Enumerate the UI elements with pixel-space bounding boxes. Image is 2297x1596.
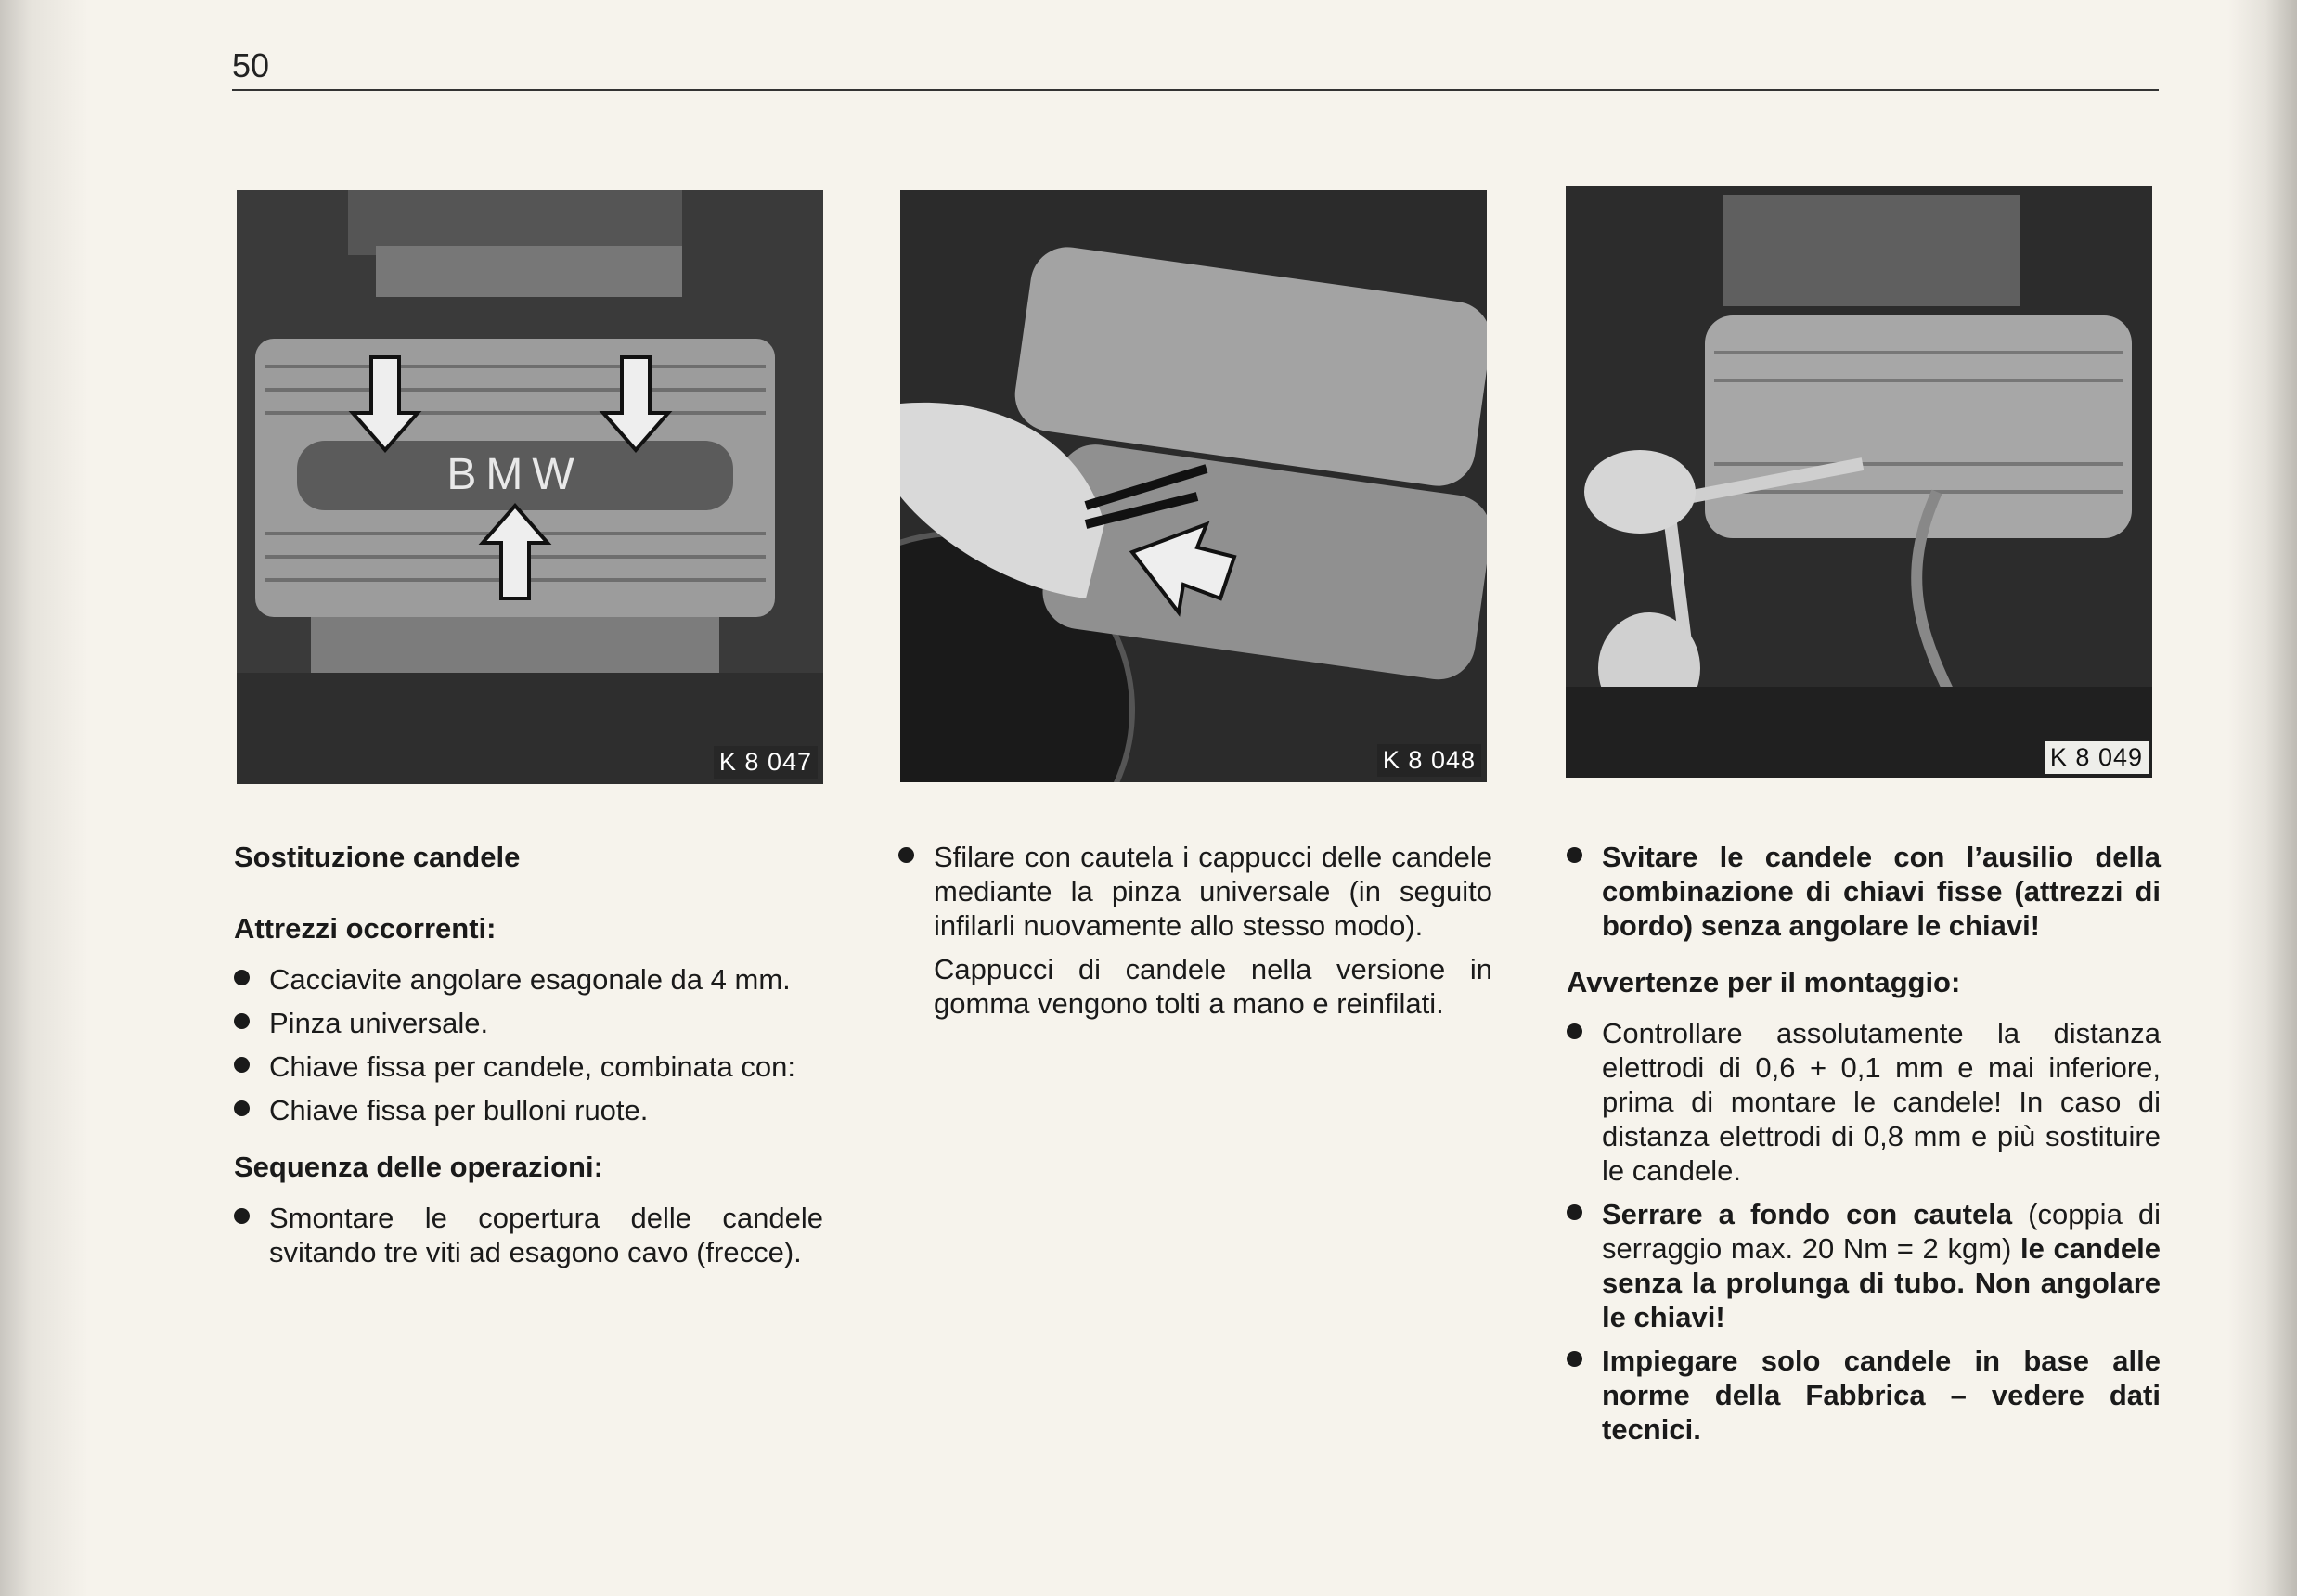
photo-engine-cover <box>237 190 823 784</box>
list-item: Controllare assolutamente la distanza elettrodi di 0,6 + 0,1 mm e mai inferiore, prima di montare le candele! In caso di distanza elettrodi di 0,8 mm e più sostituire le candele. <box>1567 1016 2161 1188</box>
bullet-icon <box>1567 1351 1582 1367</box>
photo-spark-plug-wrench <box>1566 186 2152 778</box>
list-item: Smontare le copertura delle candele svitando tre viti ad esagono cavo (frecce). <box>234 1201 823 1269</box>
list-item: Chiave fissa per candele, combinata con: <box>234 1049 823 1084</box>
section-title: Sostituzione candele <box>234 841 521 873</box>
photo-code: K 8 047 <box>714 746 818 779</box>
page-edge-left <box>0 0 88 1596</box>
column-left <box>234 840 823 1279</box>
wrench-illustration <box>1566 186 2152 778</box>
list-item: Pinza universale. <box>234 1006 823 1040</box>
bullet-icon <box>234 1100 250 1116</box>
tools-heading: Attrezzi occorrenti: <box>234 912 497 945</box>
bullet-icon <box>234 970 250 985</box>
bullet-icon <box>1567 847 1582 863</box>
page-edge-right <box>2227 0 2297 1596</box>
bullet-icon <box>234 1208 250 1224</box>
sequence-heading: Sequenza delle operazioni: <box>234 1151 603 1183</box>
bullet-icon <box>234 1013 250 1029</box>
bullet-icon <box>898 847 914 863</box>
photo-pliers-caps <box>900 190 1487 782</box>
bullet-icon <box>234 1057 250 1073</box>
bullet-icon <box>1567 1023 1582 1039</box>
note-paragraph: Cappucci di candele nella versione in gomma vengono tolti a mano e reinfilati. <box>934 953 1492 1020</box>
page-number: 50 <box>232 46 270 84</box>
photo-code: K 8 049 <box>2045 741 2149 774</box>
column-middle <box>898 840 1492 1030</box>
list-item: Svitare le candele con l’ausilio della combinazione di chiavi fisse (attrezzi di bordo) senza angolare le chiavi! <box>1567 840 2161 943</box>
assembly-heading: Avvertenze per il montaggio: <box>1567 966 1961 998</box>
header-rule <box>232 89 2159 91</box>
photo-code: K 8 048 <box>1377 744 1481 777</box>
bullet-icon <box>1567 1204 1582 1220</box>
list-item: Chiave fissa per bulloni ruote. <box>234 1093 823 1127</box>
list-item: Impiegare solo candele in base alle norme della Fabbrica – vedere dati tecnici. <box>1567 1344 2161 1447</box>
list-item: Sfilare con cautela i cappucci delle candele mediante la pinza universale (in seguito infilarli nuovamente allo stesso modo). <box>898 840 1492 943</box>
list-item: Cacciavite angolare esagonale da 4 mm. <box>234 962 823 997</box>
pliers-illustration <box>900 190 1487 782</box>
engine-cover-illustration <box>237 190 823 784</box>
list-item: Serrare a fondo con cautela (coppia di serraggio max. 20 Nm = 2 kgm) le candele senza la prolunga di tubo. Non angolare le chiavi! <box>1567 1197 2161 1334</box>
bmw-logo-text: BMW <box>446 450 584 499</box>
column-right <box>1567 840 2161 1456</box>
